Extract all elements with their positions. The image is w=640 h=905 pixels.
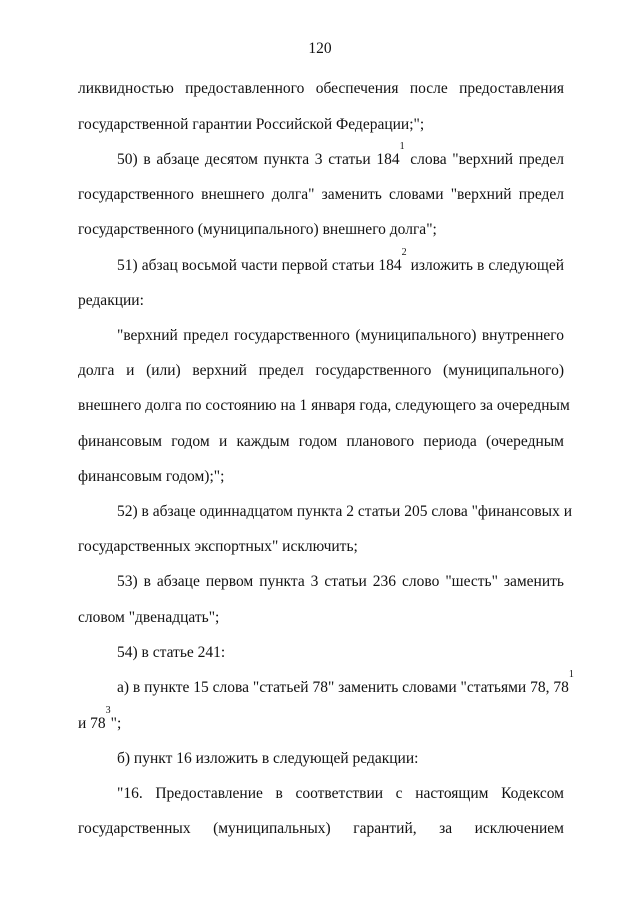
text-line: 52) в абзаце одиннадцатом пункта 2 статьи 205 слова "финансовых и [117,503,572,520]
superscript: 1 [399,141,405,152]
text-line: финансовым годом);"; [78,468,225,485]
text-line: "16. Предоставление в соответствии с настоящим Кодексом [117,785,564,802]
text-line: "верхний предел государственного (муниципального) внутреннего [117,327,564,344]
text-line: 54) в статье 241: [117,644,226,661]
page-number: 120 [308,40,332,57]
text-segment: "; [110,715,122,732]
text-line: 53) в абзаце первом пункта 3 статьи 236 слово "шесть" заменить [117,573,564,590]
text-line: долга и (или) верхний предел государственного (муниципального) [78,362,564,379]
text-line: государственных (муниципальных) гарантий, за исключением [78,820,564,837]
text-line: словом "двенадцать"; [78,609,220,626]
text-line: государственных экспортных" исключить; [78,538,358,555]
text-line: ликвидностью предоставленного обеспечения после предоставления [78,80,564,97]
text-segment: 51) абзац восьмой части первой статьи 184 [117,257,402,274]
text-line: внешнего долга по состоянию на 1 января года, следующего за очередным [78,397,570,414]
superscript: 1 [568,669,574,680]
text-segment: изложить в следующей [406,257,564,274]
superscript: 2 [401,247,407,258]
text-segment: и 78 [78,715,106,732]
text-segment: слова "верхний предел [404,151,564,168]
text-line: государственной гарантии Российской Федерации;"; [78,116,425,133]
text-line: редакции: [78,292,144,309]
text-line: б) пункт 16 изложить в следующей редакции: [117,750,419,767]
text-line: финансовым годом и каждым годом планового периода (очередным [78,433,564,450]
text-segment: 50) в абзаце десятом пункта 3 статьи 184 [117,151,400,168]
text-line [117,141,564,169]
text-line [117,669,574,697]
text-line [78,705,564,733]
text-line: государственного (муниципального) внешнего долга"; [78,221,437,238]
text-line [117,247,564,275]
text-line: государственного внешнего долга" заменить словами "верхний предел [78,186,564,203]
superscript: 3 [105,705,111,716]
text-segment: а) в пункте 15 слова "статьей 78" заменить словами "статьями 78, 78 [117,679,569,696]
